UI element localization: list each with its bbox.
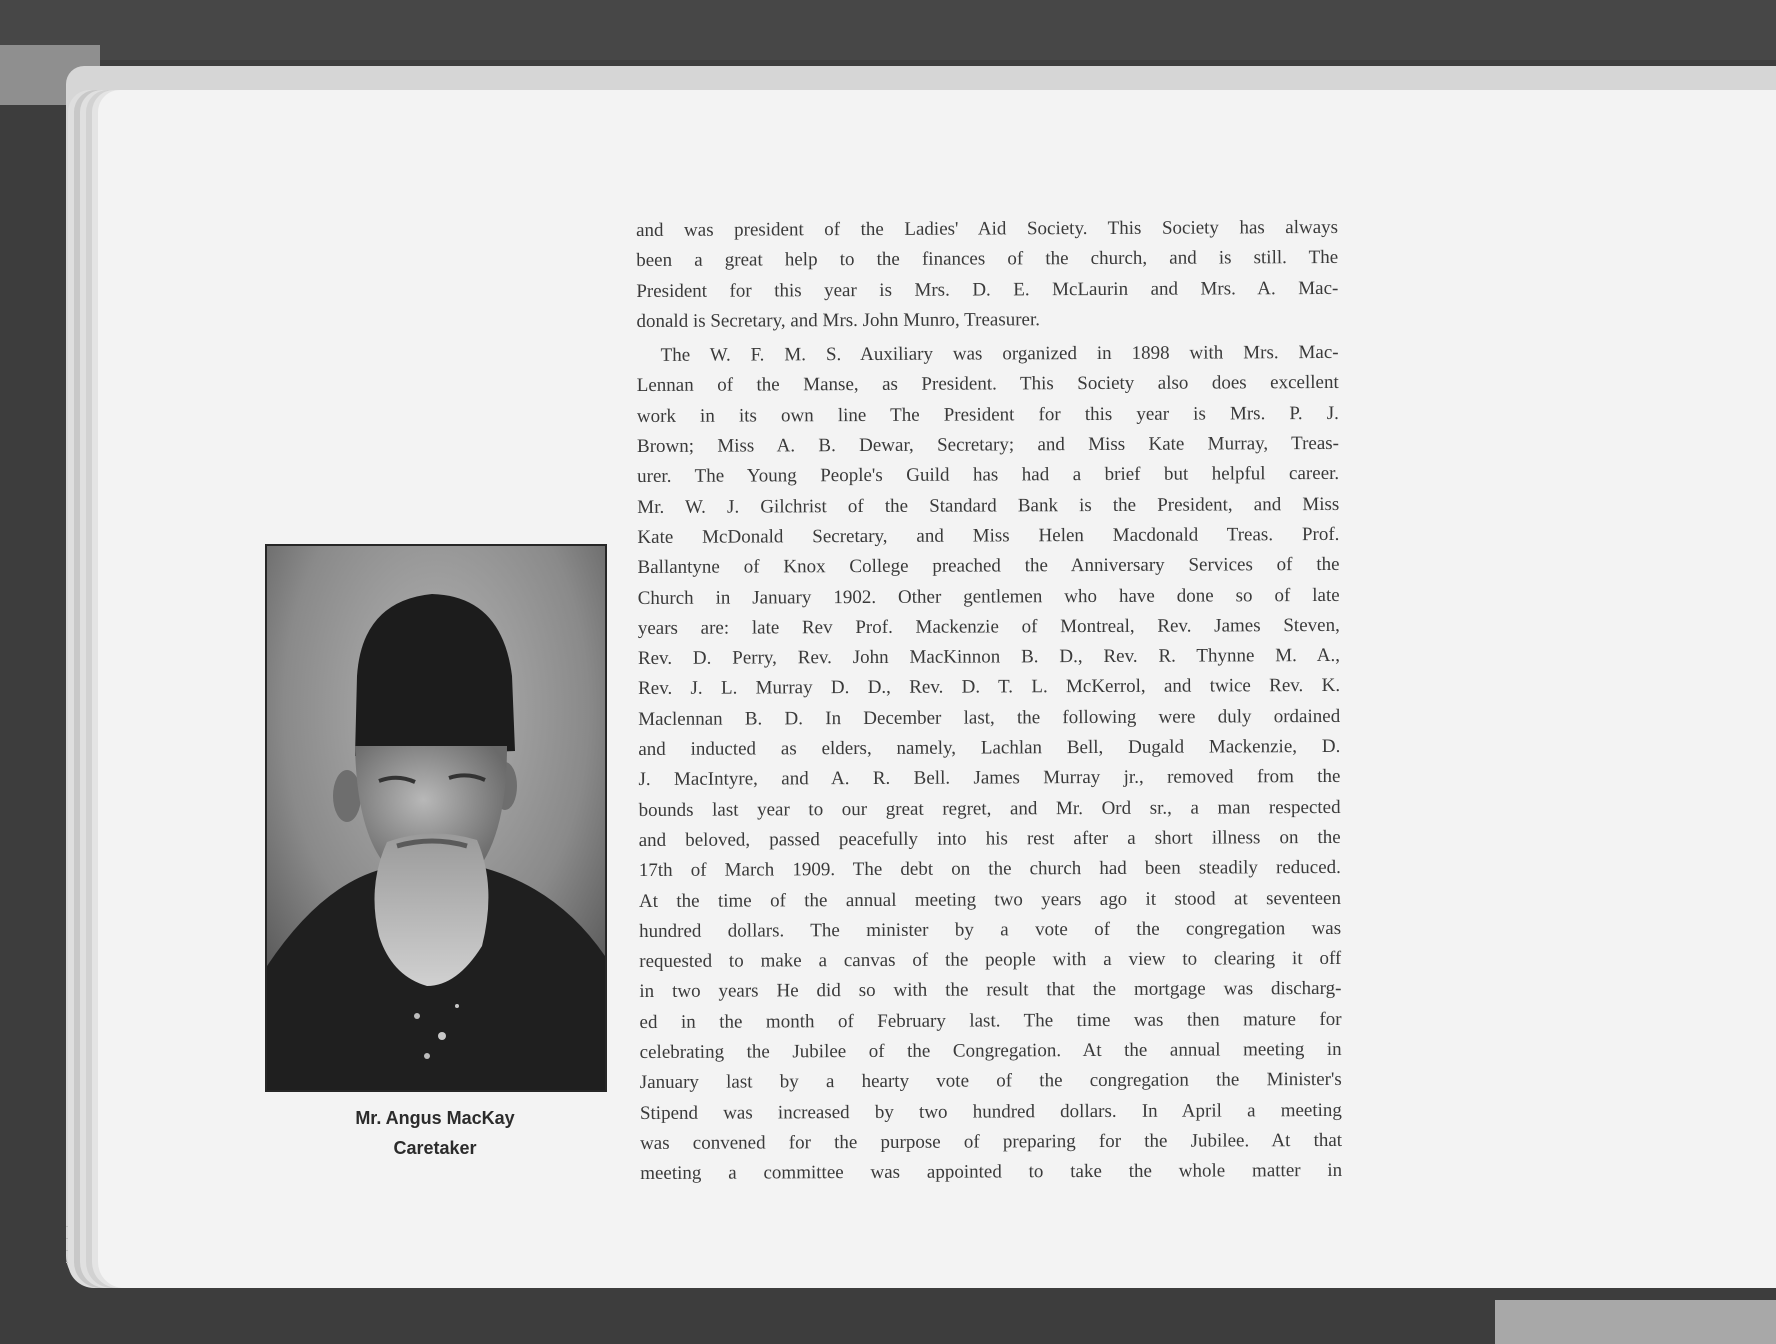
body-text <box>636 213 1342 1190</box>
text-line: January last by a hearty vote of the congregation the Minister's <box>639 1069 1342 1094</box>
text-line: and beloved, passed peacefully into his rest after a short illness on the <box>638 826 1341 851</box>
caption-name: Mr. Angus MacKay <box>355 1108 515 1128</box>
text-line: years are: late Rev Prof. Mackenzie of Montreal, Rev. James Steven, <box>637 614 1340 639</box>
text-line: been a great help to the finances of the church, and is still. The <box>636 247 1339 272</box>
text-line: work in its own line The President for this year is Mrs. P. J. <box>636 402 1339 427</box>
caption-role: Caretaker <box>393 1138 477 1158</box>
background-bottom-right-block <box>1495 1300 1776 1344</box>
text-line: meeting a committee was appointed to take the whole matter in <box>640 1160 1343 1185</box>
text-line: Ballantyne of Knox College preached the Anniversary Services of the <box>637 554 1340 579</box>
text-line: Rev. J. L. Murray D. D., Rev. D. T. L. McKerrol, and twice Rev. K. <box>638 675 1341 700</box>
text-line: Mr. W. J. Gilchrist of the Standard Bank is the President, and Miss <box>637 493 1340 518</box>
text-line: in two years He did so with the result that the mortgage was discharg- <box>639 978 1342 1003</box>
text-line: The W. F. M. S. Auxiliary was organized in 1898 with Mrs. Mac- <box>660 342 1339 367</box>
text-line: ed in the month of February last. The time was then mature for <box>639 1008 1342 1033</box>
text-line: At the time of the annual meeting two years ago it stood at seventeen <box>638 887 1342 912</box>
text-line: Brown; Miss A. B. Dewar, Secretary; and Miss Kate Murray, Treas- <box>636 433 1340 458</box>
portrait-photo <box>265 544 607 1092</box>
text-line: Kate McDonald Secretary, and Miss Helen Macdonald Treas. Prof. <box>637 523 1340 548</box>
text-line: Lennan of the Manse, as President. This Society also does excellent <box>636 372 1339 397</box>
text-line: President for this year is Mrs. D. E. McLaurin and Mrs. A. Mac- <box>636 277 1339 302</box>
text-line: celebrating the Jubilee of the Congregation. At the annual meeting in <box>639 1038 1342 1064</box>
text-line: bounds last year to our great regret, and Mr. Ord sr., a man respected <box>638 796 1341 821</box>
background-top <box>0 0 1776 60</box>
text-line: 17th of March 1909. The debt on the church had been steadily reduced. <box>638 857 1341 882</box>
text-line: Church in January 1902. Other gentlemen who have done so of late <box>637 584 1340 609</box>
photo-caption <box>300 1103 570 1163</box>
text-line: Rev. D. Perry, Rev. John MacKinnon B. D., Rev. R. Thynne M. A., <box>637 645 1340 670</box>
text-line: Maclennan B. D. In December last, the following were duly ordained <box>638 705 1341 730</box>
text-line: hundred dollars. The minister by a vote of the congregation was <box>639 917 1342 942</box>
text-line: Stipend was increased by two hundred dollars. In April a meeting <box>639 1099 1342 1124</box>
text-line: and was president of the Ladies' Aid Society. This Society has always <box>636 216 1339 241</box>
text-line: donald is Secretary, and Mrs. John Munro, Treasurer. <box>636 309 1041 332</box>
text-line: and inducted as elders, namely, Lachlan Bell, Dugald Mackenzie, D. <box>638 735 1341 761</box>
text-line: urer. The Young People's Guild has had a brief but helpful career. <box>637 463 1340 488</box>
portrait-illustration <box>267 546 605 1090</box>
text-line: was convened for the purpose of preparing for the Jubilee. At that <box>640 1129 1343 1154</box>
text-line: requested to make a canvas of the people with a view to clearing it off <box>639 948 1342 973</box>
text-line: J. MacIntyre, and A. R. Bell. James Murray jr., removed from the <box>638 766 1341 791</box>
